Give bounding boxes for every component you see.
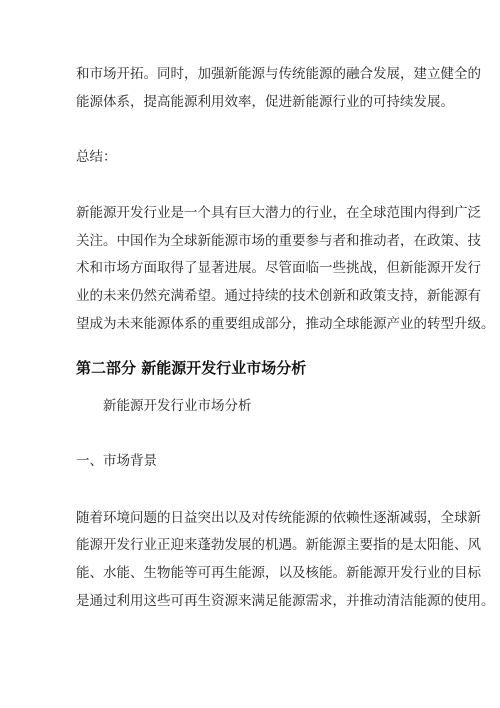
paragraph-line: 新能源开发行业是一个具有巨大潜力的行业，在全球范围内得到广泛 bbox=[76, 205, 481, 221]
paragraph-line: 和市场开拓。同时，加强新能源与传统能源的融合发展，建立健全的 bbox=[76, 66, 481, 82]
paragraph-line: 关注。中国作为全球新能源市场的重要参与者和推动者，在政策、技 bbox=[76, 233, 481, 249]
paragraph-line: 能源体系，提高能源利用效率，促进新能源行业的可持续发展。 bbox=[76, 94, 454, 110]
paragraph-line: 业的未来仍然充满希望。通过持续的技术创新和政策支持，新能源有 bbox=[76, 288, 481, 304]
paragraph-line: 能、水能、生物能等可再生能源，以及核能。新能源开发行业的目标 bbox=[76, 565, 481, 581]
paragraph-line: 望成为未来能源体系的重要组成部分，推动全球能源产业的转型升级。 bbox=[76, 316, 495, 332]
paragraph-line: 能源开发行业正迎来蓬勃发展的机遇。新能源主要指的是太阳能、风 bbox=[76, 537, 481, 553]
paragraph-line: 术和市场方面取得了显著进展。尽管面临一些挑战，但新能源开发行 bbox=[76, 260, 481, 276]
summary-label: 总结： bbox=[76, 149, 117, 165]
paragraph-line: 随着环境问题的日益突出以及对传统能源的依赖性逐渐减弱，全球新 bbox=[76, 510, 481, 526]
subsection-heading: 一、市场背景 bbox=[76, 453, 157, 469]
section-heading: 第二部分 新能源开发行业市场分析 bbox=[76, 359, 307, 377]
subtitle: 新能源开发行业市场分析 bbox=[103, 398, 252, 414]
paragraph-line: 是通过利用这些可再生资源来满足能源需求，并推动清洁能源的使用。 bbox=[76, 593, 495, 609]
